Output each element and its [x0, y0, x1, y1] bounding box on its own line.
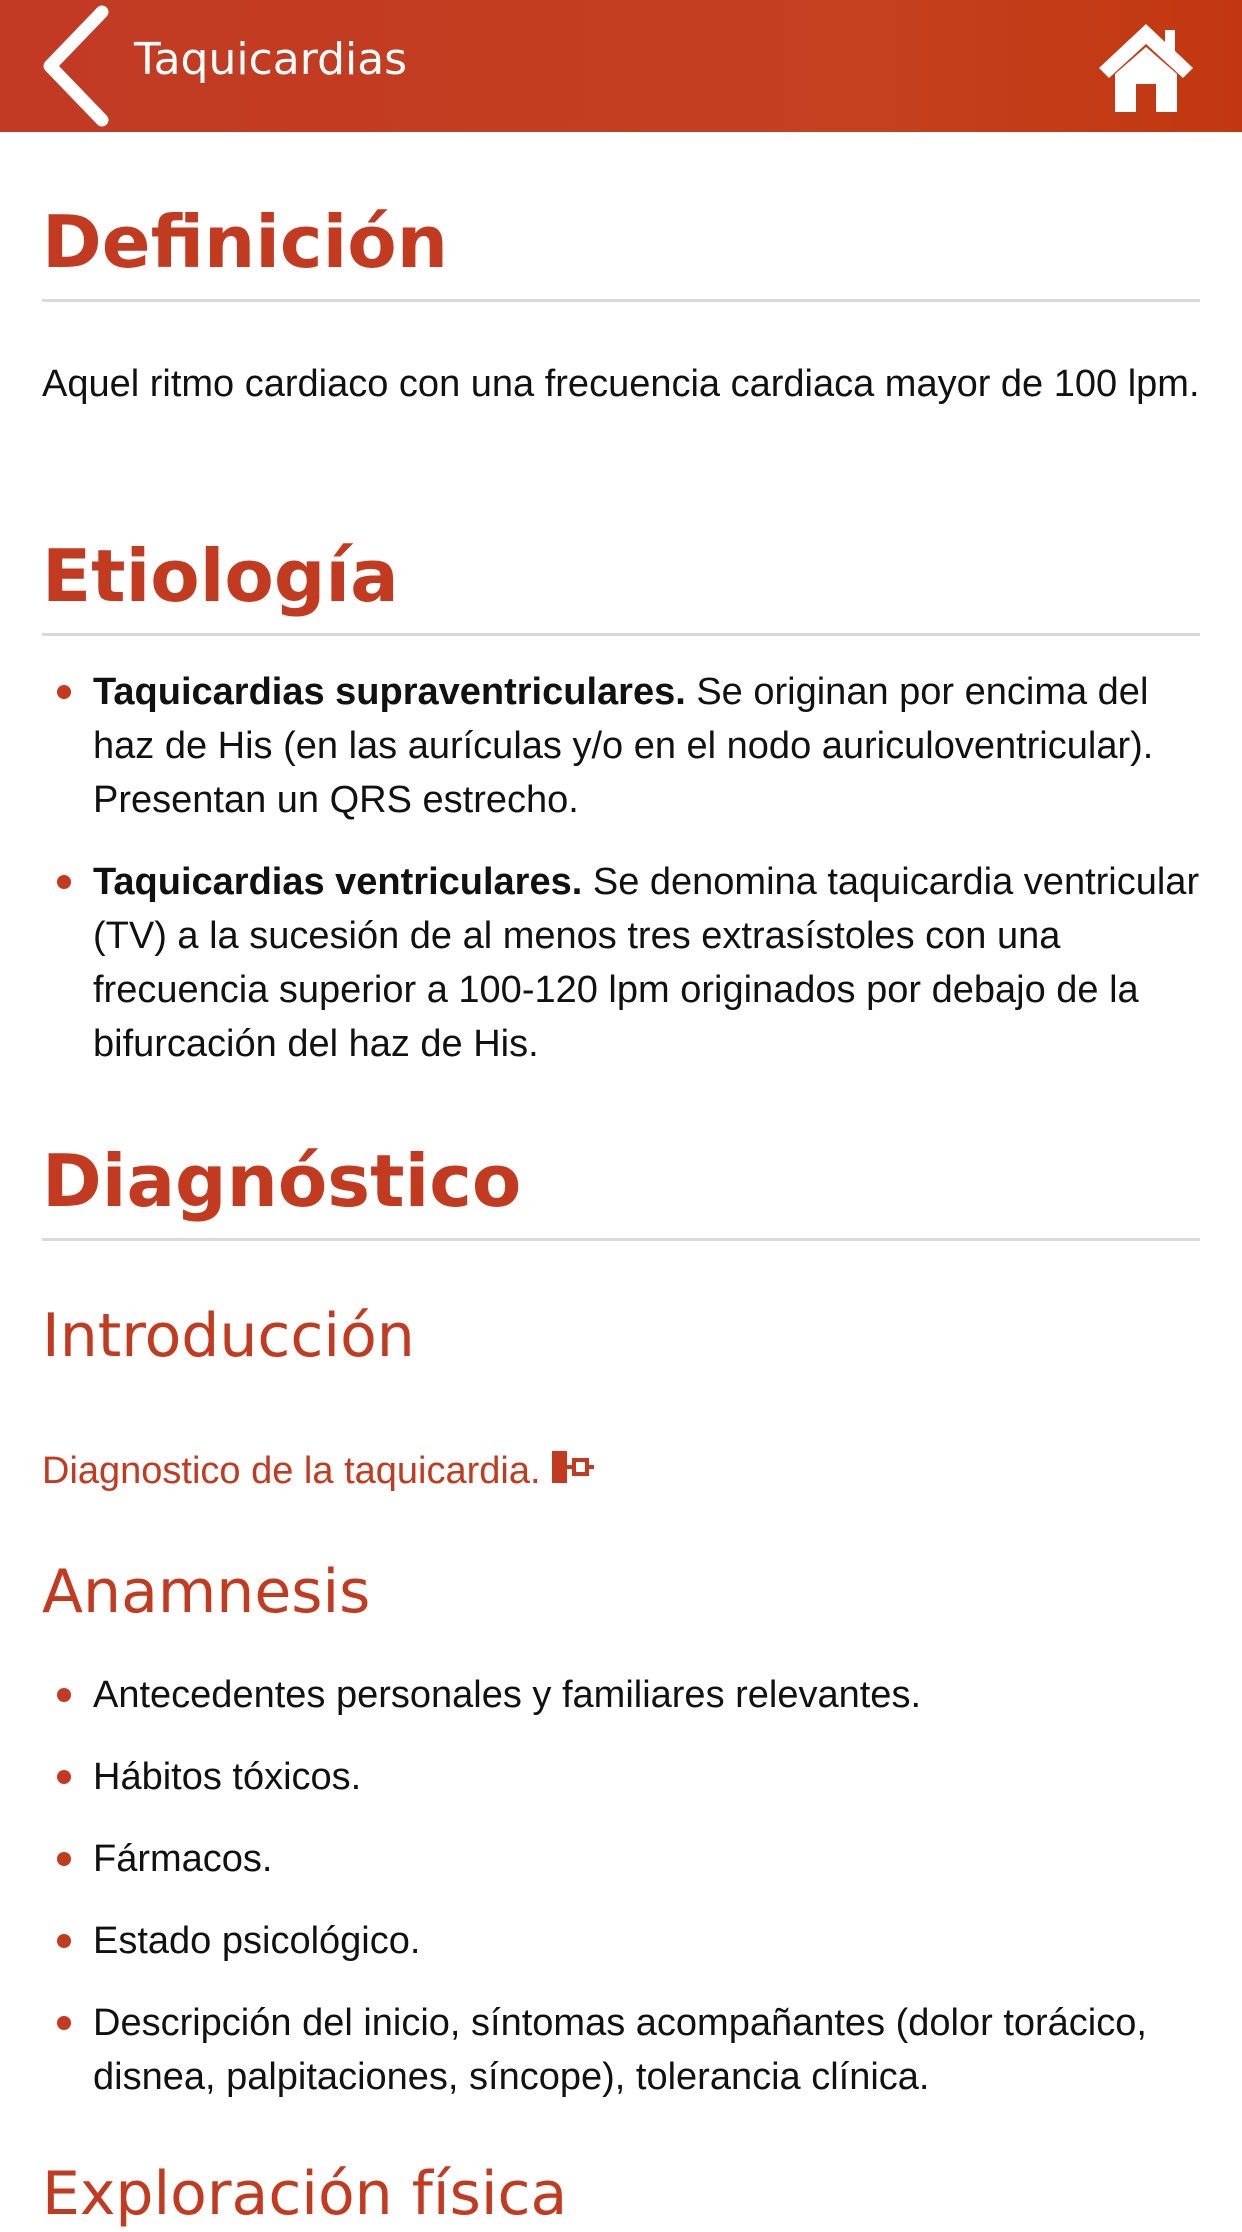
section-title-definicion: Definición [42, 200, 448, 284]
bullet-icon [57, 2016, 71, 2030]
subsection-title-exploracion: Exploración física [42, 2159, 568, 2229]
list-item [42, 1832, 1200, 1886]
diagnostico-link[interactable] [42, 1444, 595, 1498]
subsection-title-anamnesis: Anamnesis [42, 1557, 371, 1627]
list-item-bold: Taquicardias supraventriculares. [93, 671, 686, 713]
list-item [42, 1750, 1200, 1804]
list-item [42, 855, 1200, 1071]
bullet-icon [57, 1934, 71, 1948]
home-button[interactable] [1093, 14, 1199, 118]
list-item [42, 665, 1200, 827]
section-title-etiologia: Etiología [42, 534, 399, 618]
definition-text: Aquel ritmo cardiaco con una frecuencia cardiaca mayor de 100 lpm. [42, 363, 1200, 405]
list-item-text: Se originan por encima del haz de His (en las aurículas y/o en el nodo auriculoventricular). Presentan un QRS estrecho. [93, 671, 1154, 821]
divider [42, 1238, 1200, 1241]
back-button[interactable] [36, 0, 126, 132]
list-item-bold: Taquicardias ventriculares. [93, 861, 583, 903]
list-item [42, 1996, 1200, 2104]
bullet-icon [57, 685, 71, 699]
link-label: Diagnostico de la taquicardia. [42, 1450, 541, 1492]
section-title-diagnostico: Diagnóstico [42, 1139, 522, 1223]
list-item-text: Antecedentes personales y familiares relevantes. [93, 1674, 922, 1716]
list-item-text: Estado psicológico. [93, 1920, 421, 1962]
bullet-icon [57, 875, 71, 889]
bullet-icon [57, 1688, 71, 1702]
etiologia-list [42, 665, 1200, 1071]
anamnesis-list [42, 1668, 1200, 2104]
list-item-text: Descripción del inicio, síntomas acompañantes (dolor torácico, disnea, palpitaciones, síncope), tolerancia clínica. [93, 2002, 1147, 2098]
list-item [42, 1914, 1200, 1968]
chevron-left-icon [36, 0, 126, 132]
list-item [42, 1668, 1200, 1722]
divider [42, 299, 1200, 302]
home-icon [1093, 14, 1199, 118]
list-item-text: Fármacos. [93, 1838, 273, 1880]
list-item-text: Se denomina taquicardia ventricular (TV) a la sucesión de al menos tres extrasístoles con una frecuencia superior a 100-120 lpm originados por debajo de la bifurcación del haz de His. [93, 861, 1200, 1065]
divider [42, 633, 1200, 636]
page-title: Taquicardias [134, 34, 408, 85]
bullet-icon [57, 1770, 71, 1784]
bullet-icon [57, 1852, 71, 1866]
subsection-title-introduccion: Introducción [42, 1301, 415, 1371]
list-item-text: Hábitos tóxicos. [93, 1756, 362, 1798]
nav-bar [0, 0, 1242, 132]
external-link-icon [551, 1450, 595, 1484]
